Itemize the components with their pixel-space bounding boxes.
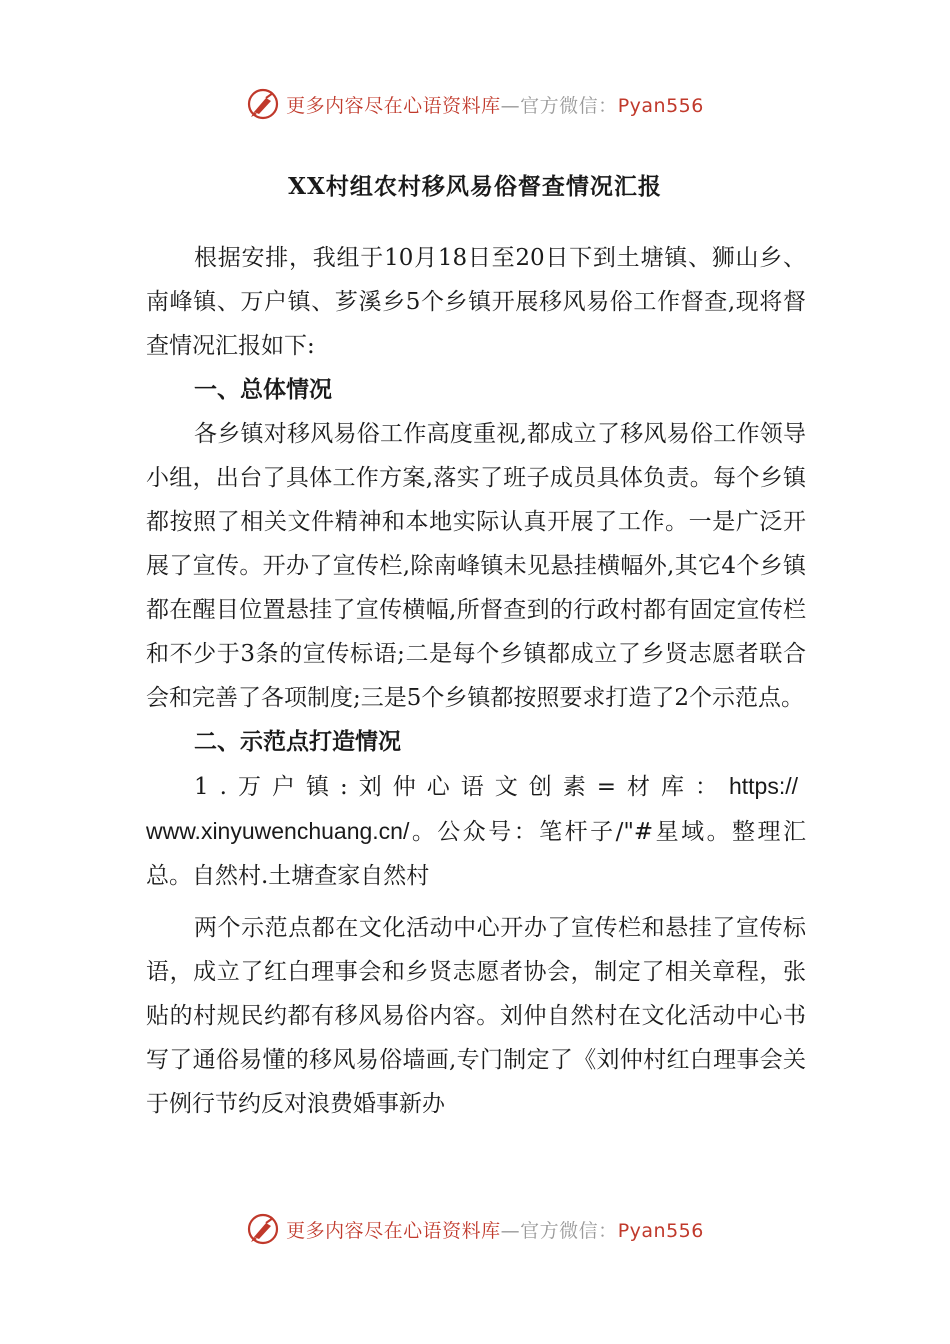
watermark-text [286,91,704,118]
section1-heading: 一、总体情况 [194,376,332,403]
section1-paragraph: 各乡镇对移风易俗工作高度重视,都成立了移风易俗工作领导小组，出台了具体工作方案,落实了班子成员具体负责。每个乡镇都按照了相关文件精神和本地实际认真开展了工作。一是广泛开展了宣传。开办了宣传栏,除南峰镇未见悬挂横幅外,其它4个乡镇都在醒目位置悬挂了宣传横幅,所督查到的行政村都有固定宣传栏和不少于3条的宣传标语;二是每个乡镇都成立了乡贤志愿者联合会和完善了各项制度;三是5个乡镇都按照要求打造了2个示范点。 [146,421,806,711]
section2-heading: 二、示范点打造情况 [194,728,401,755]
pen-nib-logo-icon [246,1212,280,1246]
watermark-separator: —官方微信： [500,94,618,117]
watermark-main: 更多内容尽在心语资料库 [286,1219,501,1242]
header-watermark-banner [0,84,950,124]
watermark-id: Pyan556 [617,1219,704,1242]
item1-rest: 。公众号：笔杆子/"#星域。整理汇总。自然村.土塘查家自然村 [146,819,806,889]
watermark-separator: —官方微信： [500,1219,618,1242]
watermark-text [286,1216,704,1243]
item1-url-part2: www.xinyuwenchuang.cn/ [146,818,410,844]
item1-prefix: 1.万户镇:刘仲心语文创素=材库： [194,774,729,800]
item1-url-part1: https:// [728,773,799,799]
demo-paragraph: 两个示范点都在文化活动中心开办了宣传栏和悬挂了宣传标语，成立了红白理事会和乡贤志愿者协会，制定了相关章程，张贴的村规民约都有移风易俗内容。刘仲自然村在文化活动中心书写了通俗易懂的移风易俗墙画,专门制定了《刘仲村红白理事会关于例行节约反对浪费婚事新办 [146,915,806,1117]
intro-paragraph: 根据安排，我组于10月18日至20日下到土塘镇、狮山乡、南峰镇、万户镇、芗溪乡5个乡镇开展移风易俗工作督查,现将督查情况汇报如下: [146,245,806,359]
pen-nib-logo-icon [246,87,280,121]
document-body [146,236,806,1126]
item1-paragraph [146,764,806,898]
document-title: XX村组农村移风易俗督查情况汇报 [288,173,662,200]
footer-watermark-banner [0,1209,950,1249]
watermark-main: 更多内容尽在心语资料库 [286,94,501,117]
watermark-id: Pyan556 [617,94,704,117]
